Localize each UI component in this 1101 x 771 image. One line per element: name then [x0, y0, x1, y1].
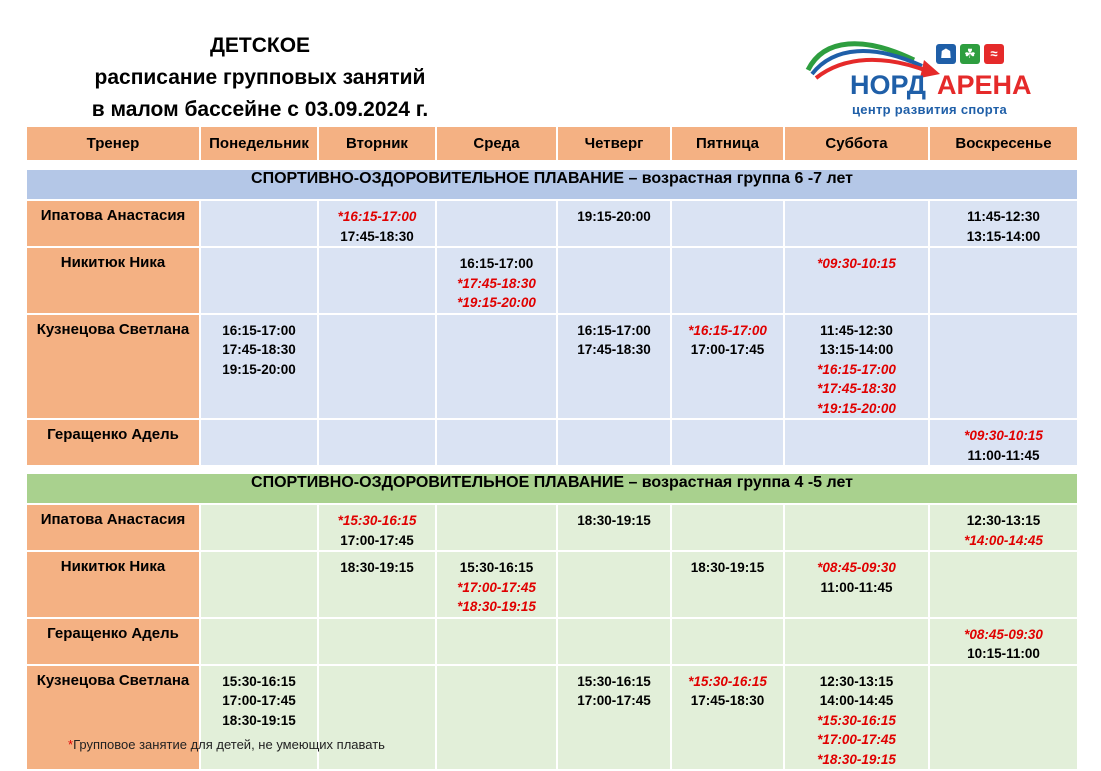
schedule-cell: [557, 419, 671, 466]
header-monday: Понедельник: [200, 126, 318, 161]
schedule-cell: [671, 665, 784, 771]
time-slot: 10:15-11:00: [967, 646, 1040, 661]
schedule-cell: [200, 419, 318, 466]
time-slot: 16:15-17:00: [459, 256, 534, 271]
schedule-cell: [671, 551, 784, 618]
time-slot: 11:00-11:45: [820, 579, 893, 595]
schedule-cell: [557, 618, 671, 665]
time-slot: 16:15-17:00: [222, 322, 296, 338]
trainer-name: Кузнецова Светлана: [26, 665, 200, 771]
time-slot-beginner: *09:30-10:15: [817, 256, 896, 271]
schedule-cell: [318, 551, 436, 618]
time-slot: 18:30-19:15: [690, 560, 765, 575]
time-slot: 19:15-20:00: [222, 361, 296, 377]
table-row: [26, 665, 1078, 771]
section-gap-cell: [26, 161, 1078, 169]
table-row: [26, 247, 1078, 314]
schedule-cell: [671, 314, 784, 420]
logo-word-2: АРЕНА: [937, 70, 1032, 100]
schedule-cell: [784, 551, 929, 618]
time-slot-beginner: *16:15-17:00: [337, 209, 417, 224]
schedule-cell: [318, 314, 436, 420]
time-slot-beginner: *18:30-19:15: [457, 599, 536, 614]
trainer-name: Ипатова Анастасия: [26, 504, 200, 551]
schedule-cell: [929, 200, 1078, 247]
time-slot: 16:15-17:00: [577, 322, 651, 338]
time-slot: 13:15-14:00: [819, 342, 894, 357]
sport-icon-2: ☘: [960, 44, 980, 64]
time-slot: 11:00-11:45: [967, 447, 1040, 463]
schedule-cell: [436, 504, 557, 551]
footnote-text: Групповое занятие для детей, не умеющих плавать: [73, 737, 385, 752]
header-wednesday: Среда: [436, 126, 557, 161]
table-row: [26, 618, 1078, 665]
time-slot-beginner: *17:45-18:30: [457, 275, 536, 291]
header-trainer: Тренер: [26, 126, 200, 161]
schedule-cell: [200, 200, 318, 247]
section-title: СПОРТИВНО-ОЗДОРОВИТЕЛЬНОЕ ПЛАВАНИЕ – возрастная группа 4 -5 лет: [26, 473, 1078, 504]
schedule-cell: [929, 419, 1078, 466]
schedule-cell: [929, 314, 1078, 420]
time-slot: 15:30-16:15: [222, 673, 296, 689]
time-slot: 17:45-18:30: [340, 228, 414, 244]
time-slot-beginner: *18:30-19:15: [817, 751, 896, 767]
schedule-cell: [318, 504, 436, 551]
time-slot-beginner: *09:30-10:15: [964, 428, 1043, 443]
header-tuesday: Вторник: [318, 126, 436, 161]
trainer-name: Геращенко Адель: [26, 419, 200, 466]
schedule-cell: [436, 200, 557, 247]
time-slot-beginner: *17:45-18:30: [817, 381, 896, 396]
logo-word-1: НОРД: [850, 70, 927, 100]
time-slot: 14:00-14:45: [819, 693, 894, 708]
schedule-cell: [200, 314, 318, 420]
schedule-cell: [929, 504, 1078, 551]
time-slot-beginner: *19:15-20:00: [817, 400, 896, 416]
schedule-cell: [557, 551, 671, 618]
trainer-name: Геращенко Адель: [26, 618, 200, 665]
schedule-cell: [784, 247, 929, 314]
schedule-cell: [436, 551, 557, 618]
schedule-cell: [784, 200, 929, 247]
time-slot: 15:30-16:15: [577, 673, 651, 689]
schedule-cell: [318, 419, 436, 466]
time-slot-beginner: *15:30-16:15: [817, 712, 896, 728]
footnote: [68, 737, 385, 752]
title-line-1: ДЕТСКОЕ: [209, 34, 311, 57]
time-slot-beginner: *14:00-14:45: [964, 532, 1043, 548]
time-slot: 18:30-19:15: [577, 513, 651, 528]
time-slot: 18:30-19:15: [340, 560, 414, 575]
page-title: [40, 30, 480, 126]
time-slot: 19:15-20:00: [577, 209, 651, 224]
time-slot: 17:00-17:45: [222, 693, 296, 708]
schedule-cell: [784, 618, 929, 665]
schedule-cell: [318, 665, 436, 771]
table-row: [26, 200, 1078, 247]
schedule-cell: [671, 419, 784, 466]
schedule-cell: [557, 665, 671, 771]
trainer-name: Ипатова Анастасия: [26, 200, 200, 247]
schedule-cell: [784, 504, 929, 551]
time-slot-beginner: *16:15-17:00: [688, 322, 767, 338]
sport-icon-1: ☗: [936, 44, 956, 64]
time-slot: 17:45-18:30: [577, 342, 651, 357]
schedule-cell: [671, 504, 784, 551]
schedule-cell: [200, 551, 318, 618]
schedule-cell: [200, 618, 318, 665]
schedule-cell: [200, 665, 318, 771]
sport-icon-3: ≈: [984, 44, 1004, 64]
section-title-row: [26, 473, 1078, 504]
schedule-cell: [557, 200, 671, 247]
header-saturday: Суббота: [784, 126, 929, 161]
schedule-table: [25, 125, 1079, 771]
logo-subtitle: центр развития спорта: [852, 102, 1008, 117]
schedule-cell: [784, 665, 929, 771]
title-line-2: расписание групповых занятий: [94, 66, 426, 89]
schedule-cell: [929, 618, 1078, 665]
time-slot: 17:00-17:45: [577, 693, 651, 708]
time-slot: 11:45-12:30: [967, 209, 1040, 224]
time-slot-beginner: *08:45-09:30: [964, 626, 1043, 642]
time-slot-beginner: *17:00-17:45: [457, 579, 536, 595]
time-slot: 17:00-17:45: [340, 532, 414, 548]
time-slot: 12:30-13:15: [819, 673, 894, 689]
schedule-cell: [557, 504, 671, 551]
header-thursday: Четверг: [557, 126, 671, 161]
section-gap: [26, 161, 1078, 169]
time-slot-beginner: *17:00-17:45: [817, 732, 896, 747]
trainer-name: Никитюк Ника: [26, 247, 200, 314]
schedule-cell: [200, 504, 318, 551]
trainer-name: Кузнецова Светлана: [26, 314, 200, 420]
time-slot: 17:45-18:30: [222, 342, 296, 357]
schedule-cell: [436, 665, 557, 771]
title-line-3: в малом бассейне с 03.09.2024 г.: [91, 98, 429, 121]
schedule-cell: [929, 665, 1078, 771]
time-slot: 15:30-16:15: [459, 560, 534, 575]
header-row: [26, 126, 1078, 161]
schedule-cell: [929, 551, 1078, 618]
trainer-name: Никитюк Ника: [26, 551, 200, 618]
section-title: СПОРТИВНО-ОЗДОРОВИТЕЛЬНОЕ ПЛАВАНИЕ – возрастная группа 6 -7 лет: [26, 169, 1078, 200]
schedule-cell: [929, 247, 1078, 314]
header-sunday: Воскресенье: [929, 126, 1078, 161]
schedule-cell: [784, 419, 929, 466]
schedule-cell: [671, 200, 784, 247]
time-slot: 12:30-13:15: [966, 513, 1041, 528]
schedule-cell: [200, 247, 318, 314]
header-friday: Пятница: [671, 126, 784, 161]
schedule-cell: [557, 314, 671, 420]
time-slot: 17:45-18:30: [690, 693, 765, 708]
section-gap: [26, 466, 1078, 473]
time-slot: 11:45-12:30: [820, 322, 893, 338]
section-title-row: [26, 169, 1078, 200]
schedule-body: [26, 161, 1078, 770]
schedule-cell: [671, 247, 784, 314]
schedule-cell: [436, 314, 557, 420]
table-row: [26, 314, 1078, 420]
time-slot: 17:00-17:45: [690, 342, 765, 357]
schedule-cell: [436, 247, 557, 314]
time-slot-beginner: *15:30-16:15: [337, 513, 417, 528]
table-row: [26, 419, 1078, 466]
time-slot-beginner: *16:15-17:00: [817, 361, 896, 377]
time-slot-beginner: *15:30-16:15: [688, 673, 767, 689]
schedule-cell: [436, 419, 557, 466]
time-slot: 18:30-19:15: [222, 712, 296, 728]
time-slot-beginner: *19:15-20:00: [457, 295, 536, 310]
footnote-star: *: [68, 737, 74, 752]
schedule-cell: [318, 618, 436, 665]
time-slot-beginner: *08:45-09:30: [817, 560, 896, 575]
table-row: [26, 504, 1078, 551]
schedule-cell: [436, 618, 557, 665]
schedule-cell: [318, 200, 436, 247]
logo: [804, 30, 1044, 120]
schedule-cell: [784, 314, 929, 420]
time-slot: 13:15-14:00: [966, 228, 1041, 244]
schedule-cell: [671, 618, 784, 665]
table-row: [26, 551, 1078, 618]
schedule-cell: [318, 247, 436, 314]
schedule-cell: [557, 247, 671, 314]
section-gap-cell: [26, 466, 1078, 473]
